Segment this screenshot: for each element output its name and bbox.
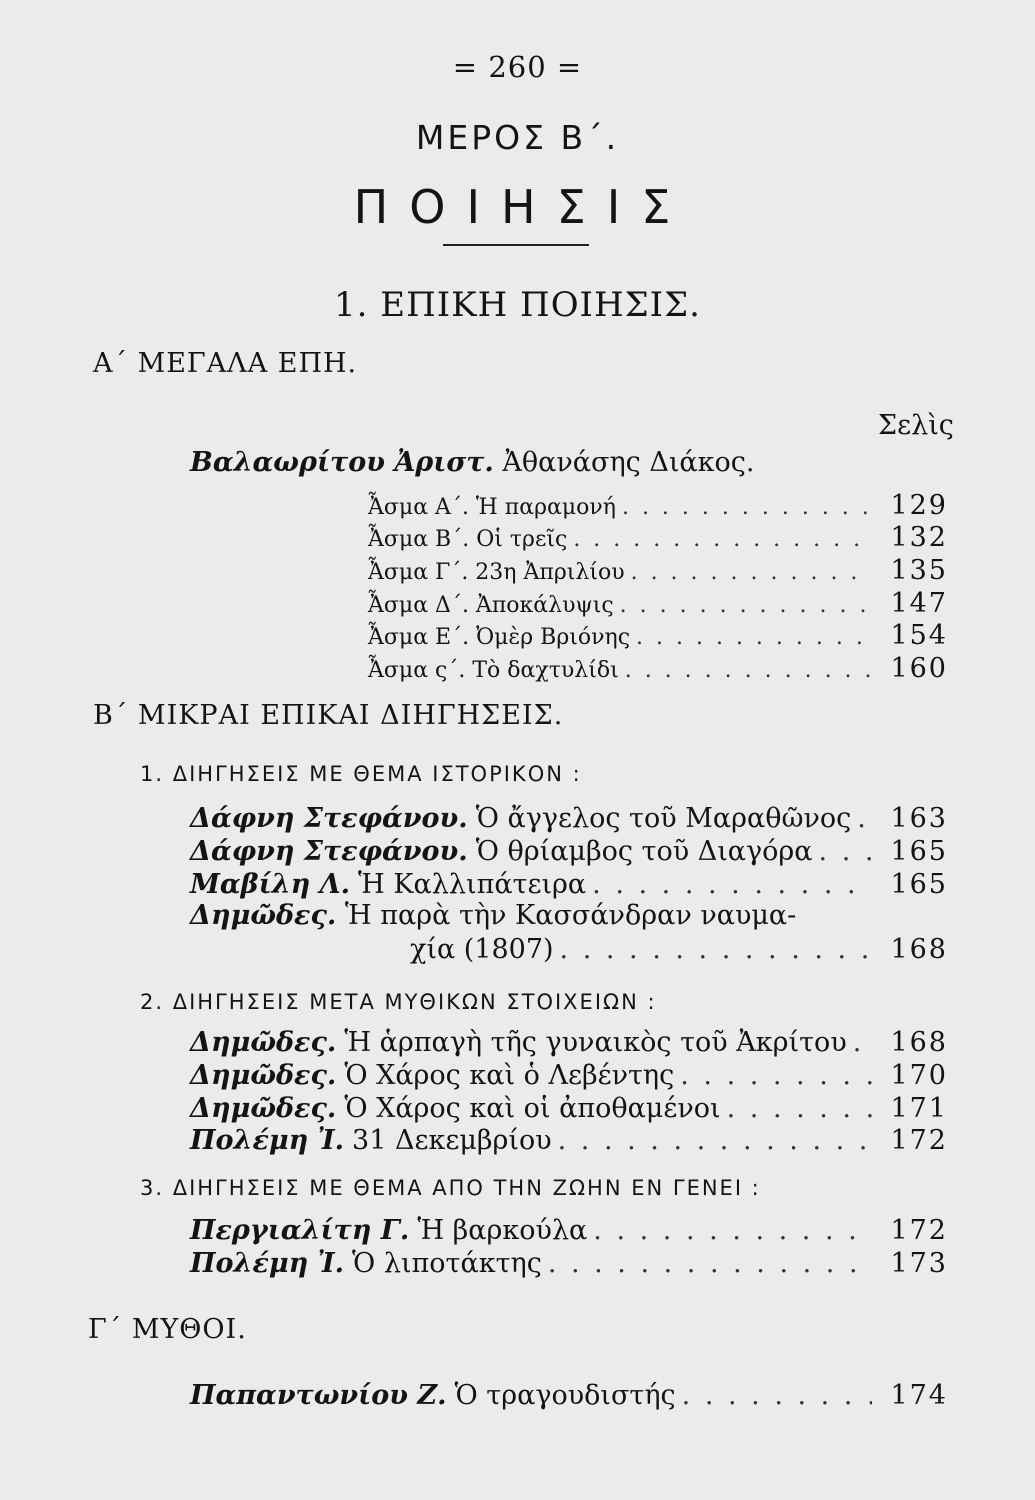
entry-author: Μαβίλη Λ. — [190, 869, 350, 900]
leader-dots — [631, 560, 872, 585]
story-entry — [190, 1125, 948, 1156]
entry-page: 172 — [890, 1125, 948, 1156]
leader-dots — [548, 1248, 872, 1279]
story-entry — [190, 1093, 948, 1124]
part-title: ΜΕΡΟΣ Β΄. — [415, 118, 620, 157]
entry-page: 172 — [890, 1215, 948, 1246]
leader-dots — [853, 1027, 872, 1058]
myth-entry — [190, 1380, 948, 1411]
entry-title: Ἡ ἁρπαγὴ τῆς γυναικὸς τοῦ Ἀκρίτου — [344, 1027, 847, 1058]
entry-author: Δημῶδες. — [190, 1027, 337, 1058]
leader-dots — [560, 934, 872, 965]
entry-page: 171 — [890, 1093, 948, 1124]
song-title: Ἆσμα Β΄. Οἱ τρεῖς — [368, 527, 568, 552]
leader-dots — [625, 658, 872, 683]
song-page: 135 — [890, 555, 948, 586]
leader-dots — [819, 836, 872, 867]
entry-author: Παπαντωνίου Ζ. — [190, 1380, 447, 1411]
leader-dots — [620, 593, 872, 618]
song-page: 129 — [890, 490, 948, 521]
song-title: Ἆσμα Ε΄. Ὀμὲρ Βριόνης — [368, 625, 631, 650]
song-page: 154 — [890, 620, 948, 651]
entry-page: 165 — [890, 836, 948, 867]
leader-dots — [727, 1093, 872, 1124]
entry-title: 31 Δεκεμβρίου — [352, 1125, 552, 1156]
story-entry — [190, 836, 948, 867]
song-entry — [368, 522, 948, 553]
entry-page: 165 — [890, 869, 948, 900]
entry-page: 168 — [890, 1027, 948, 1058]
song-entry — [368, 555, 948, 586]
entry-title: Ὁ Χάρος καὶ ὁ Λεβέντης — [344, 1060, 675, 1091]
entry-title: Ἡ Καλλιπάτειρα — [357, 869, 587, 900]
subsection-a-heading: Α΄ ΜΕΓΑΛΑ ΕΠΗ. — [93, 348, 358, 379]
song-page: 132 — [890, 522, 948, 553]
song-entry — [368, 620, 948, 651]
section-title: 1. ΕΠΙΚΗ ΠΟΙΗΣΙΣ. — [334, 285, 701, 325]
entry-page: 168 — [890, 934, 948, 965]
story-entry — [190, 869, 948, 900]
song-title: Ἆσμα Δ΄. Ἀποκάλυψις — [368, 593, 614, 618]
story-entry-multiline — [190, 900, 796, 931]
entry-page: 174 — [890, 1380, 948, 1411]
story-entry-continuation — [410, 934, 948, 965]
leader-dots — [558, 1125, 872, 1156]
title-divider — [443, 244, 589, 246]
lead-entry — [190, 447, 755, 478]
entry-author: Πολέμη Ἰ. — [190, 1125, 345, 1156]
story-entry — [190, 1027, 948, 1058]
song-title: Ἆσμα Γ΄. 23η Ἀπριλίου — [368, 560, 625, 585]
entry-author: Περγιαλίτη Γ. — [190, 1215, 410, 1246]
entry-author: Δάφνη Στεφάνου. — [190, 803, 468, 834]
main-title: ΠΟΙΗΣΙΣ — [353, 180, 692, 234]
story-entry — [190, 1215, 948, 1246]
song-page: 147 — [890, 588, 948, 619]
entry-page: 170 — [890, 1060, 948, 1091]
leader-dots — [857, 803, 872, 834]
entry-author: Δημῶδες. — [190, 1093, 337, 1124]
leader-dots — [622, 495, 872, 520]
story-entry — [190, 803, 948, 834]
entry-title-continuation: χία (1807) — [410, 934, 554, 965]
song-entry — [368, 653, 948, 684]
page-column-label: Σελὶς — [878, 410, 954, 441]
song-entry — [368, 588, 948, 619]
song-title: Ἆσμα Α΄. Ἡ παραμονή — [368, 495, 616, 520]
entry-page: 163 — [890, 803, 948, 834]
group2-heading: 2. ΔΙΗΓΗΣΕΙΣ ΜΕΤΑ ΜΥΘΙΚΩΝ ΣΤΟΙΧΕΙΩΝ : — [140, 990, 657, 1014]
group1-heading: 1. ΔΙΗΓΗΣΕΙΣ ΜΕ ΘΕΜΑ ΙΣΤΟΡΙΚΟΝ : — [140, 762, 582, 786]
story-entry — [190, 1060, 948, 1091]
leader-dots — [573, 527, 872, 552]
lead-title: Ἀθανάσης Διάκος. — [502, 447, 755, 478]
entry-author: Δημῶδες. — [190, 900, 337, 931]
entry-author: Δημῶδες. — [190, 1060, 337, 1091]
entry-title: Ὁ Χάρος καὶ οἱ ἀποθαμένοι — [344, 1093, 721, 1124]
leader-dots — [680, 1060, 872, 1091]
lead-author: Βαλαωρίτου Ἀριστ. — [190, 447, 494, 478]
page-number: = 260 = — [452, 50, 583, 84]
story-entry — [190, 1248, 948, 1279]
entry-title: Ὁ ἄγγελος τοῦ Μαραθῶνος — [475, 803, 852, 834]
subsection-c-heading: Γ΄ ΜΥΘΟΙ. — [88, 1314, 247, 1345]
entry-title: Ὁ θρίαμβος τοῦ Διαγόρα — [475, 836, 813, 867]
song-entry — [368, 490, 948, 521]
entry-author: Δάφνη Στεφάνου. — [190, 836, 468, 867]
entry-title: Ἡ βαρκούλα — [417, 1215, 588, 1246]
leader-dots — [592, 869, 872, 900]
song-title: Ἆσμα ς΄. Τὸ δαχτυλίδι — [368, 658, 619, 683]
leader-dots — [682, 1380, 872, 1411]
entry-page: 173 — [890, 1248, 948, 1279]
entry-title: Ἡ παρὰ τὴν Κασσάνδραν ναυμα- — [344, 900, 797, 931]
song-page: 160 — [890, 653, 948, 684]
subsection-b-heading: Β΄ ΜΙΚΡΑΙ ΕΠΙΚΑΙ ΔΙΗΓΗΣΕΙΣ. — [93, 700, 564, 731]
leader-dots — [636, 625, 872, 650]
entry-title: Ὁ λιποτάκτης — [352, 1248, 542, 1279]
group3-heading: 3. ΔΙΗΓΗΣΕΙΣ ΜΕ ΘΕΜΑ ΑΠΟ ΤΗΝ ΖΩΗΝ ΕΝ ΓΕΝΕΙ : — [140, 1176, 761, 1200]
entry-title: Ὁ τραγουδιστής — [454, 1380, 676, 1411]
leader-dots — [593, 1215, 872, 1246]
entry-author: Πολέμη Ἰ. — [190, 1248, 345, 1279]
